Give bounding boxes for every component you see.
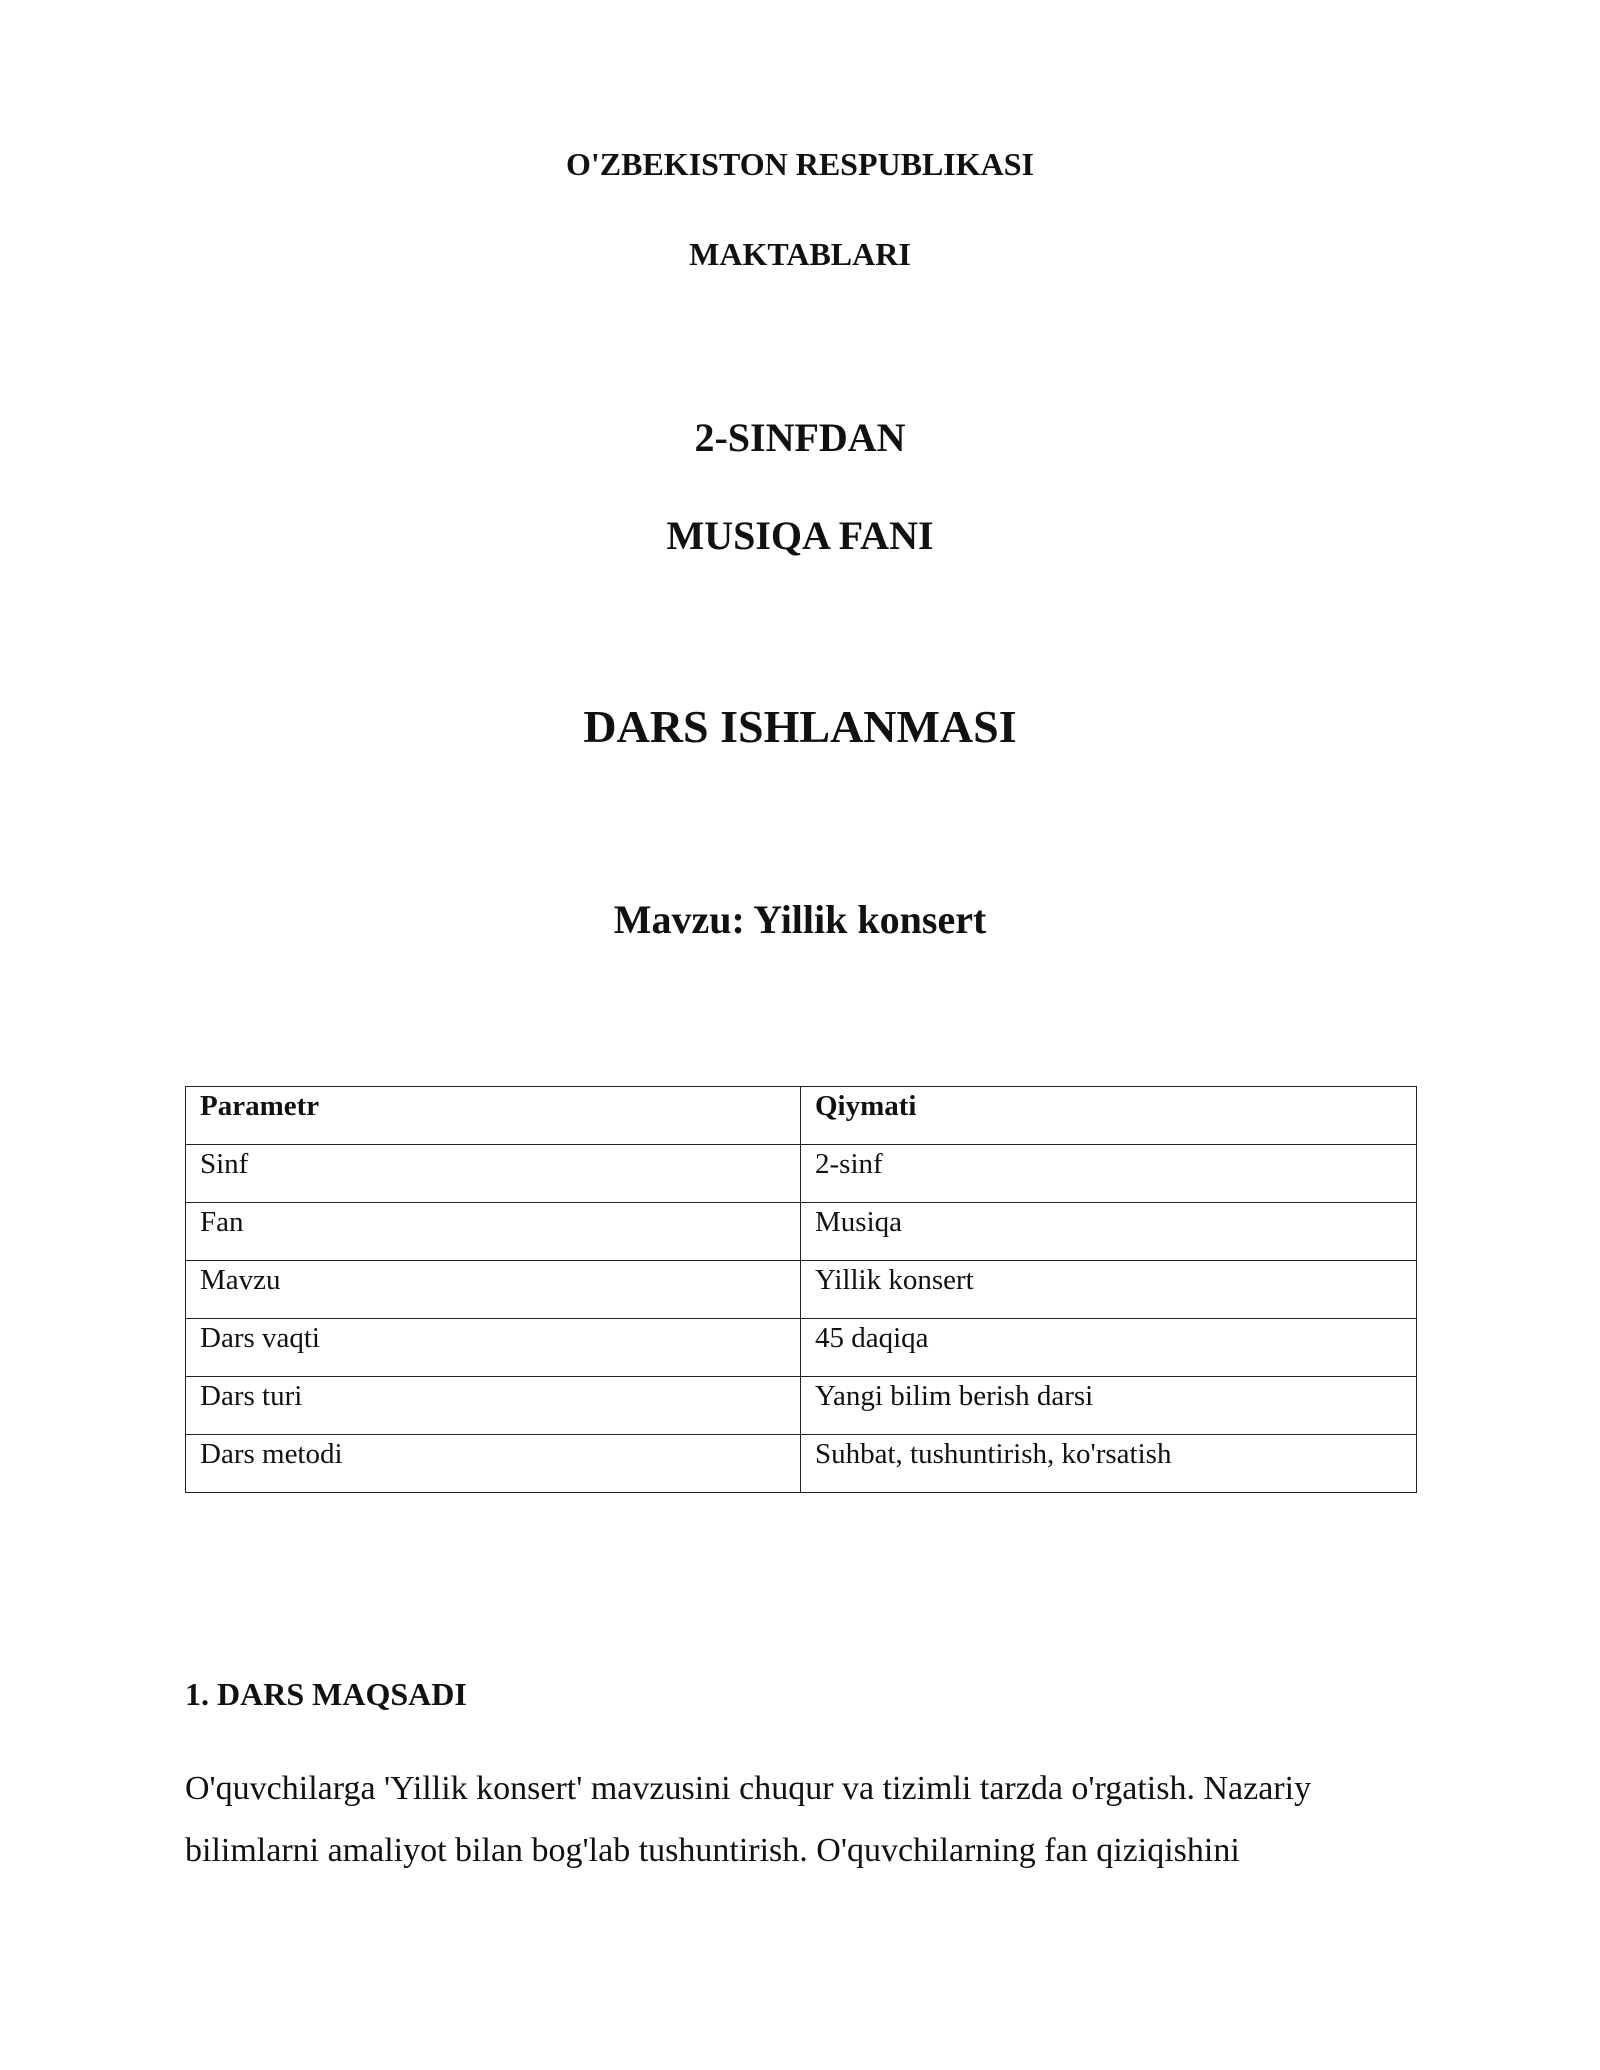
table-cell-parameter: Dars metodi [186, 1435, 801, 1493]
table-row [186, 1203, 1417, 1261]
table-cell-value: Musiqa [801, 1203, 1417, 1261]
table-cell-parameter: Fan [186, 1203, 801, 1261]
table-row [186, 1261, 1417, 1319]
table-cell-parameter: Dars vaqti [186, 1319, 801, 1377]
header-schools: MAKTABLARI [689, 236, 911, 272]
table-cell-value: Yangi bilim berish darsi [801, 1377, 1417, 1435]
parameters-table [185, 1086, 1417, 1493]
column-header-parameter: Parametr [186, 1087, 801, 1145]
column-header-value: Qiymati [801, 1087, 1417, 1145]
header-subject: MUSIQA FANI [666, 513, 934, 558]
table-cell-parameter: Mavzu [186, 1261, 801, 1319]
table-cell-parameter: Dars turi [186, 1377, 801, 1435]
document-title: DARS ISHLANMASI [583, 701, 1017, 752]
lesson-topic: Mavzu: Yillik konsert [613, 897, 987, 942]
table-cell-value: 45 daqiqa [801, 1319, 1417, 1377]
table-row [186, 1319, 1417, 1377]
table-cell-value: 2-sinf [801, 1145, 1417, 1203]
header-grade: 2-SINFDAN [694, 415, 906, 460]
table-cell-value: Yillik konsert [801, 1261, 1417, 1319]
section-paragraph-lesson-goal: O'quvchilarga 'Yillik konsert' mavzusini chuqur va tizimli tarzda o'rgatish. Nazariy bilimlarni amaliyot bilan bog'lab tushuntirish. O'quvchilarning fan qiziqishini [185, 1770, 1312, 1869]
table-row [186, 1145, 1417, 1203]
table-cell-parameter: Sinf [186, 1145, 801, 1203]
table-row [186, 1435, 1417, 1493]
table-row [186, 1377, 1417, 1435]
header-country: O'ZBEKISTON RESPUBLIKASI [565, 146, 1034, 182]
table-cell-value: Suhbat, tushuntirish, ko'rsatish [801, 1435, 1417, 1493]
section-heading-lesson-goal: 1. DARS MAQSADI [185, 1676, 467, 1712]
table-header-row [186, 1087, 1417, 1145]
